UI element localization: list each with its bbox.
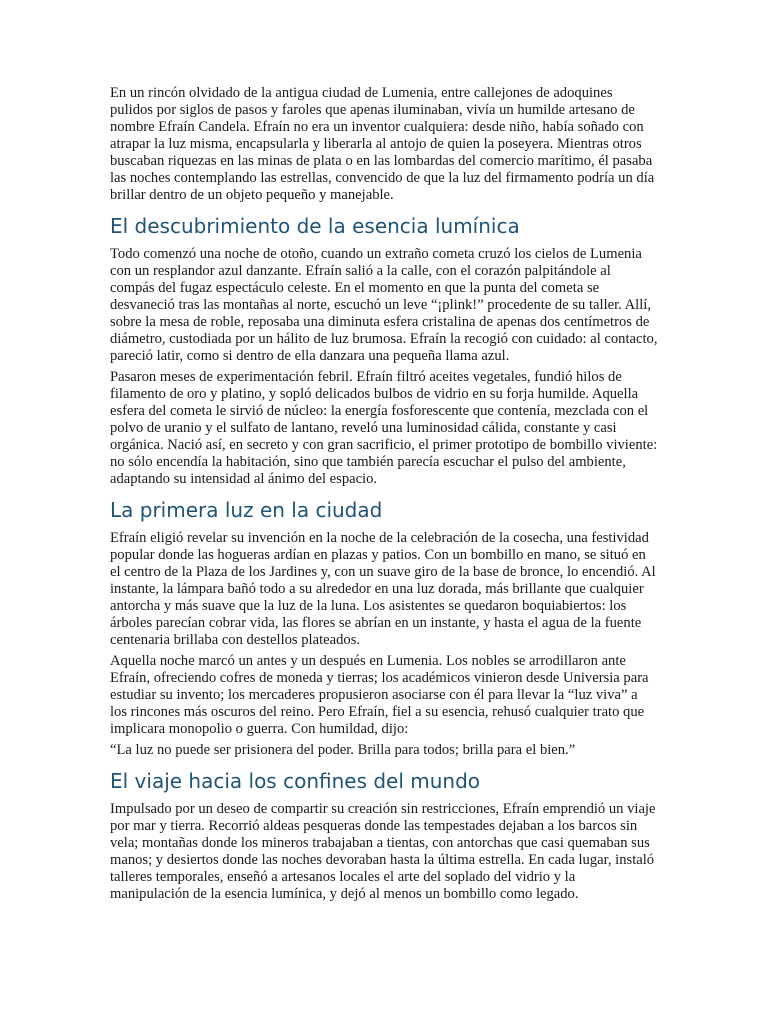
section-heading-primera-luz: La primera luz en la ciudad bbox=[110, 498, 383, 522]
paragraph: Todo comenzó una noche de otoño, cuando un extraño cometa cruzó los cielos de Lumenia con un resplandor azul danzante. Efraín salió a la calle, con el corazón palpitándole al compás del fugaz espectáculo celeste. En el momento en que la punta del cometa se desvaneció tras las montañas al norte, escuchó un leve “¡plink!” procedente de su taller. Allí, sobre la mesa de roble, reposaba una diminuta esfera cristalina de apenas dos centímetros de diámetro, custodiada por un hálito de luz brumosa. Efraín la recogió con cuidado: al contacto, pareció latir, como si dentro de ella danzara una pequeña llama azul. bbox=[110, 246, 658, 364]
quote-paragraph: “La luz no puede ser prisionera del poder. Brilla para todos; brilla para el bien.” bbox=[110, 742, 576, 758]
paragraph: Aquella noche marcó un antes y un después en Lumenia. Los nobles se arrodillaron ante Efraín, ofreciendo cofres de moneda y tierras; los académicos vinieron desde Universia para estudiar su invento; los mercaderes propusieron asociarse con él para llevar la “luz viva” a los rincones más oscuros del reino. Pero Efraín, fiel a su esencia, rehusó cualquier trato que implicara monopolio o guerra. Con humildad, dijo: bbox=[110, 653, 649, 737]
paragraph: Pasaron meses de experimentación febril. Efraín filtró aceites vegetales, fundió hilos de filamento de oro y platino, y sopló delicados bulbos de vidrio en su forja humilde. Aquella esfera del cometa le sirvió de núcleo: la energía fosforescente que contenía, mezclada con el polvo de uranio y el sulfato de lantano, reveló una luminosidad cálida, constante y casi orgánica. Nació así, en secreto y con gran sacrificio, el primer prototipo de bombillo viviente: no sólo encendía la habitación, sino que también parecía escuchar el pulso del ambiente, adaptando su intensidad al ánimo del espacio. bbox=[110, 369, 658, 487]
section-heading-descubrimiento: El descubrimiento de la esencia lumínica bbox=[110, 214, 520, 238]
paragraph: Impulsado por un deseo de compartir su creación sin restricciones, Efraín emprendió un viaje por mar y tierra. Recorrió aldeas pesqueras donde las tempestades dejaban a los barcos sin vela; montañas donde los mineros trabajaban a tientas, con antorchas que casi quemaban sus manos; y desiertos donde las noches devoraban hasta la última estrella. En cada lugar, instaló talleres temporales, enseñó a artesanos locales el arte del soplado del vidrio y la manipulación de la esencia lumínica, y dejó al menos un bombillo como legado. bbox=[110, 801, 656, 902]
paragraph: Efraín eligió revelar su invención en la noche de la celebración de la cosecha, una festividad popular donde las hogueras ardían en plazas y patios. Con un bombillo en mano, se situó en el centro de la Plaza de los Jardines y, con un suave giro de la base de bronce, lo encendió. Al instante, la lámpara bañó todo a su alrededor en una luz dorada, más brillante que cualquier antorcha y más suave que la luz de la luna. Los asistentes se quedaron boquiabiertos: los árboles parecían cobrar vida, las flores se abrían en un instante, y hasta el agua de la fuente centenaria brillaba con destellos plateados. bbox=[110, 530, 656, 648]
section-heading-viaje: El viaje hacia los confines del mundo bbox=[110, 769, 481, 793]
intro-paragraph: En un rincón olvidado de la antigua ciudad de Lumenia, entre callejones de adoquines pulidos por siglos de pasos y faroles que apenas iluminaban, vivía un humilde artesano de nombre Efraín Candela. Efraín no era un inventor cualquiera: desde niño, había soñado con atrapar la luz misma, encapsularla y liberarla al antojo de quien la poseyera. Mientras otros buscaban riquezas en las minas de plata o en las lombardas del comercio marítimo, él pasaba las noches contemplando las estrellas, convencido de que la luz del firmamento podría un día brillar dentro de un objeto pequeño y manejable. bbox=[110, 85, 655, 203]
